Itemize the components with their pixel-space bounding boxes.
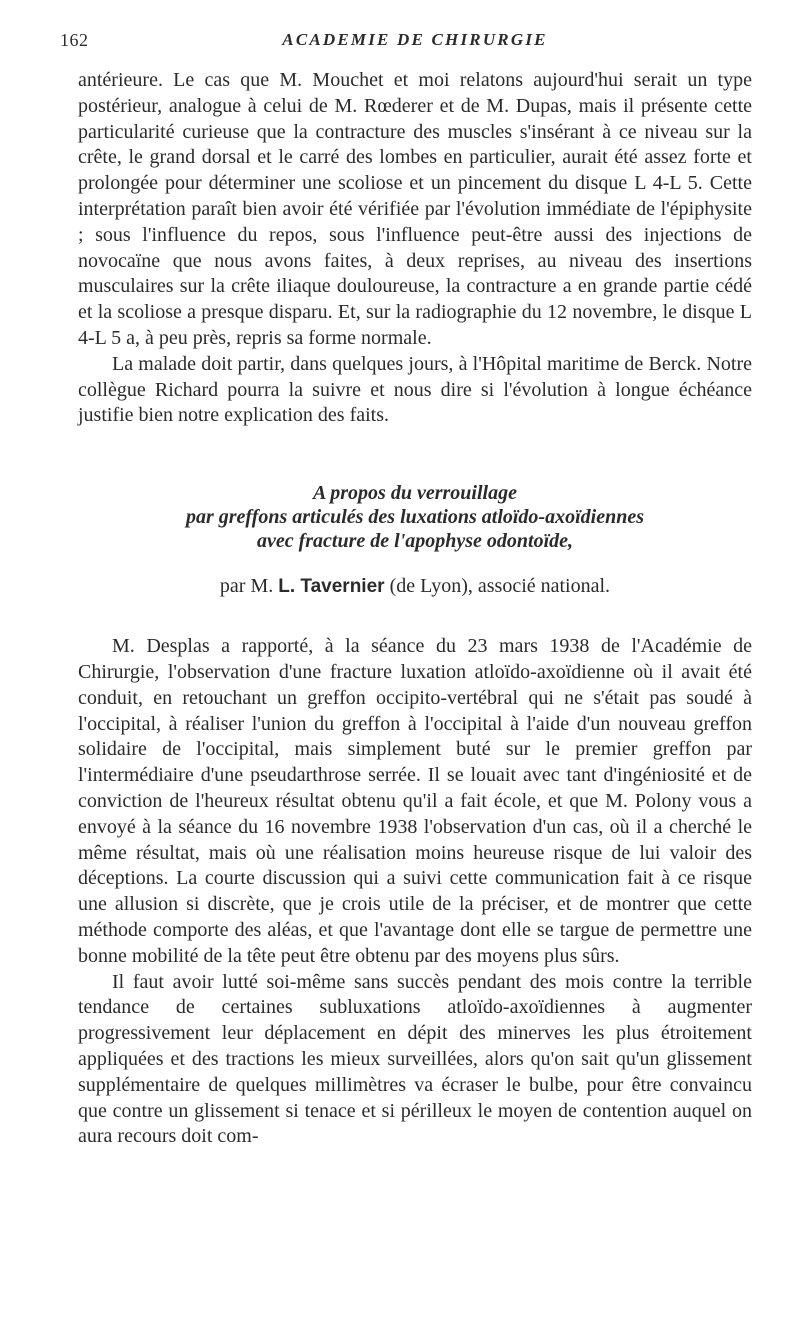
article-title xyxy=(78,481,752,553)
paragraph: Il faut avoir lutté soi-même sans succès pendant des mois contre la terrible tendance de certaines subluxations atloïdo-axoïdiennes à augmenter progressivement leur déplacement en dépit des minerves les plus étroitement appliquées et des tractions les mieux surveillées, alors qu'on sait qu'un glissement supplémentaire de quelques millimètres va écraser le bulbe, pour être convaincu que contre un glissement si tenace et si périlleux le moyen de contention auquel on aura recours doit com- xyxy=(78,970,752,1148)
byline-prefix: par M. xyxy=(219,575,274,598)
article-byline xyxy=(78,573,752,600)
author-name: L. Tavernier xyxy=(278,576,385,598)
article-title-line: par greffons articulés des luxations atloïdo-axoïdiennes xyxy=(185,506,644,529)
journal-page xyxy=(60,26,752,1150)
paragraph: La malade doit partir, dans quelques jours, à l'Hôpital maritime de Berck. Notre collègue Richard pourra la suivre et nous dire si l'évolution à longue échéance justifie bien notre explication des faits. xyxy=(78,352,752,427)
previous-article-continuation xyxy=(78,68,752,429)
paragraph: M. Desplas a rapporté, à la séance du 23 mars 1938 de l'Académie de Chirurgie, l'observation d'une fracture luxation atloïdo-axoïdienne où il avait été conduit, en retouchant un greffon occipito-vertébral qui ne s'était pas soudé à l'occipital, à réaliser l'union du greffon à l'occipital à l'aide d'un nouveau greffon solidaire de l'occipital, mais simplement buté sur le premier greffon par l'intermédiaire d'une pseudarthrose serrée. Il se louait avec tant d'ingéniosité et de conviction de l'heureux résultat obtenu qu'il a fait école, et que M. Polony vous a envoyé à la séance du 16 novembre 1938 l'observation d'un cas, où il a cherché le même résultat, mais où une réalisation moins heureuse risque de lui valoir des déceptions. La courte discussion qui a suivi cette communication fait à ce risque une allusion si discrète, que je crois utile de la préciser, et de montrer que cette méthode comporte des aléas, et que l'avantage dont elle se targue de permettre une bonne mobilité de la tête peut être obtenu par des moyens plus sûrs. xyxy=(78,635,752,967)
paragraph: antérieure. Le cas que M. Mouchet et moi relatons aujourd'hui serait un type postérieur, analogue à celui de M. Rœderer et de M. Dupas, mais il présente cette particularité curieuse que la contracture des muscles s'insérant à ce niveau sur la crête, le grand dorsal et le carré des lombes en particulier, aurait été assez forte et prolongée pour déterminer une scoliose et un pincement du disque L 4-L 5. Cette interprétation paraît bien avoir été vérifiée par l'évolution immédiate de l'épiphysite ; sous l'influence du repos, sous l'influence peut-être aussi des injections de novocaïne que nous avons faites, à deux reprises, au niveau des insertions musculaires sur la crête iliaque douloureuse, la contracture a en grande partie cédé et la scoliose a presque disparu. Et, sur la radiographie du 12 novembre, le disque L 4-L 5 a, à peu près, repris sa forme normale. xyxy=(78,69,752,349)
article-title-line: avec fracture de l'apophyse odontoïde, xyxy=(256,530,574,553)
article-body xyxy=(78,634,752,1150)
running-head xyxy=(60,26,752,56)
page-number: 162 xyxy=(60,30,89,50)
journal-title: ACADEMIE DE CHIRURGIE xyxy=(282,30,548,49)
byline-affiliation: (de Lyon), associé national. xyxy=(389,575,611,598)
article-title-line: A propos du verrouillage xyxy=(313,482,517,505)
